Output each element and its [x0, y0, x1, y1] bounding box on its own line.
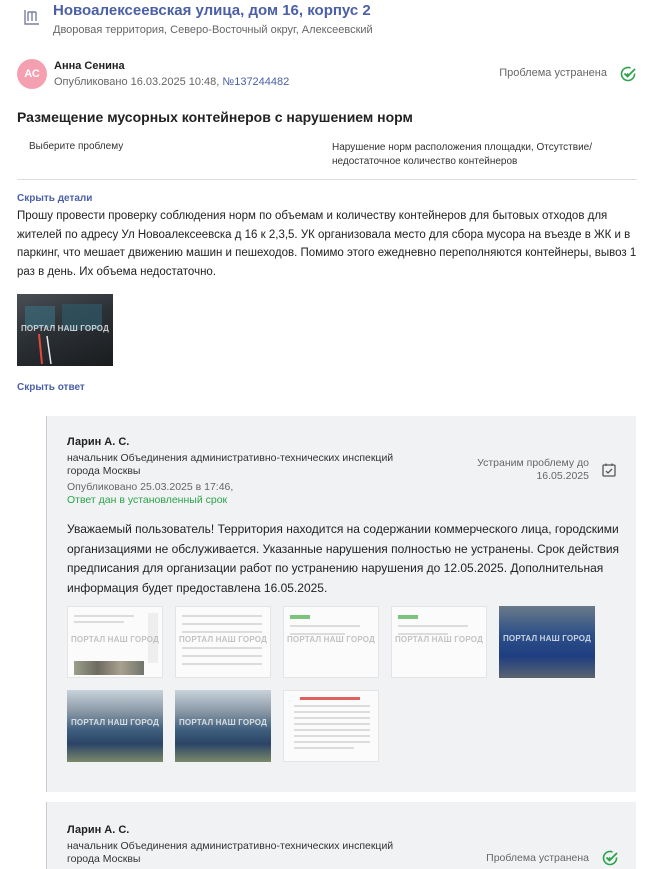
problem-category-row: [17, 136, 637, 180]
author-row: [0, 56, 655, 94]
attachment-thumb[interactable]: [283, 606, 379, 678]
check-circle-icon: [619, 65, 637, 83]
problem-label: Выберите проблему: [29, 141, 124, 152]
hide-details-link[interactable]: Скрыть детали: [17, 193, 93, 204]
official-response: [46, 802, 636, 869]
attachment-thumb[interactable]: [499, 606, 595, 678]
check-circle-icon: [601, 849, 619, 867]
photo-watermark: ПОРТАЛ НАШ ГОРОД: [20, 324, 109, 333]
photo-watermark: ПОРТАЛ НАШ ГОРОД: [394, 635, 483, 644]
response-text: Уважаемый пользователь! Территория находится на содержании коммерческого лица, городскими организациями не обслуживается. Указанные нарушения полностью не устранены. Срок действия предписания для организации работ по устранению нарушения до 12.05.2025. Дополнительная информация будет предоставлена 16.05.2025.: [67, 522, 620, 595]
response-on-time: Ответ дан в установленный срок: [67, 494, 228, 506]
official-response: [46, 416, 636, 792]
status-label: Проблема устранена: [499, 67, 607, 79]
attachment-thumb[interactable]: [175, 690, 271, 762]
response-date: Опубликовано 25.03.2025 в 17:46,: [67, 481, 234, 493]
problem-description: Прошу провести проверку соблюдения норм по объемам и количеству контейнеров для бытовых отходов для жителей по адресу Ул Новоалексеевска д 16 к 2,3,5. УК организовала место для сбора мусора на въезде в ЖК и в паркинг, что мешает движению машин и пешеходов. Помимо этого ежедневно переполняются контейнеры, вывоз 1 раз в день. Их объема недостаточно.: [17, 210, 637, 278]
attachment-thumb[interactable]: [67, 606, 163, 678]
photo-watermark: ПОРТАЛ НАШ ГОРОД: [502, 634, 591, 643]
responder-role: начальник Объединения административно-технических инспекций города Москвы: [67, 840, 394, 865]
problem-photo[interactable]: [17, 294, 113, 366]
address-header: [0, 0, 655, 44]
address-subtitle: Дворовая территория, Северо-Восточный округ, Алексеевский: [53, 24, 373, 36]
avatar: АС: [17, 59, 47, 89]
hide-answer-link[interactable]: Скрыть ответ: [17, 382, 85, 393]
photo-watermark: ПОРТАЛ НАШ ГОРОД: [70, 635, 159, 644]
attachment-thumb[interactable]: [283, 690, 379, 762]
attachment-thumb[interactable]: [67, 690, 163, 762]
responder-name: Ларин А. С.: [67, 824, 130, 836]
response-status: Проблема устранена: [486, 852, 589, 864]
author-meta: [54, 76, 289, 88]
published-date: Опубликовано 16.03.2025 10:48,: [54, 76, 220, 88]
attachment-thumb[interactable]: [391, 606, 487, 678]
responder-role: начальник Объединения административно-технических инспекций города Москвы: [67, 452, 394, 477]
photo-watermark: ПОРТАЛ НАШ ГОРОД: [286, 635, 375, 644]
problem-title: Размещение мусорных контейнеров с нарушением норм: [17, 109, 413, 125]
photo-watermark: ПОРТАЛ НАШ ГОРОД: [178, 718, 267, 727]
calendar-check-icon: [601, 462, 617, 478]
address-title[interactable]: Новоалексеевская улица, дом 16, корпус 2: [53, 2, 371, 19]
attachment-thumb[interactable]: [175, 606, 271, 678]
photo-watermark: ПОРТАЛ НАШ ГОРОД: [70, 718, 159, 727]
responder-name: Ларин А. С.: [67, 436, 130, 448]
issue-number-link[interactable]: №137244482: [222, 76, 290, 88]
author-name: Анна Сенина: [54, 60, 125, 72]
building-icon: [23, 8, 41, 26]
problem-value: Нарушение норм расположения площадки, Отсутствие/недостаточное количество контейнеров: [332, 142, 592, 167]
photo-watermark: ПОРТАЛ НАШ ГОРОД: [178, 635, 267, 644]
response-status: Устраним проблему до 16.05.2025: [477, 457, 589, 482]
